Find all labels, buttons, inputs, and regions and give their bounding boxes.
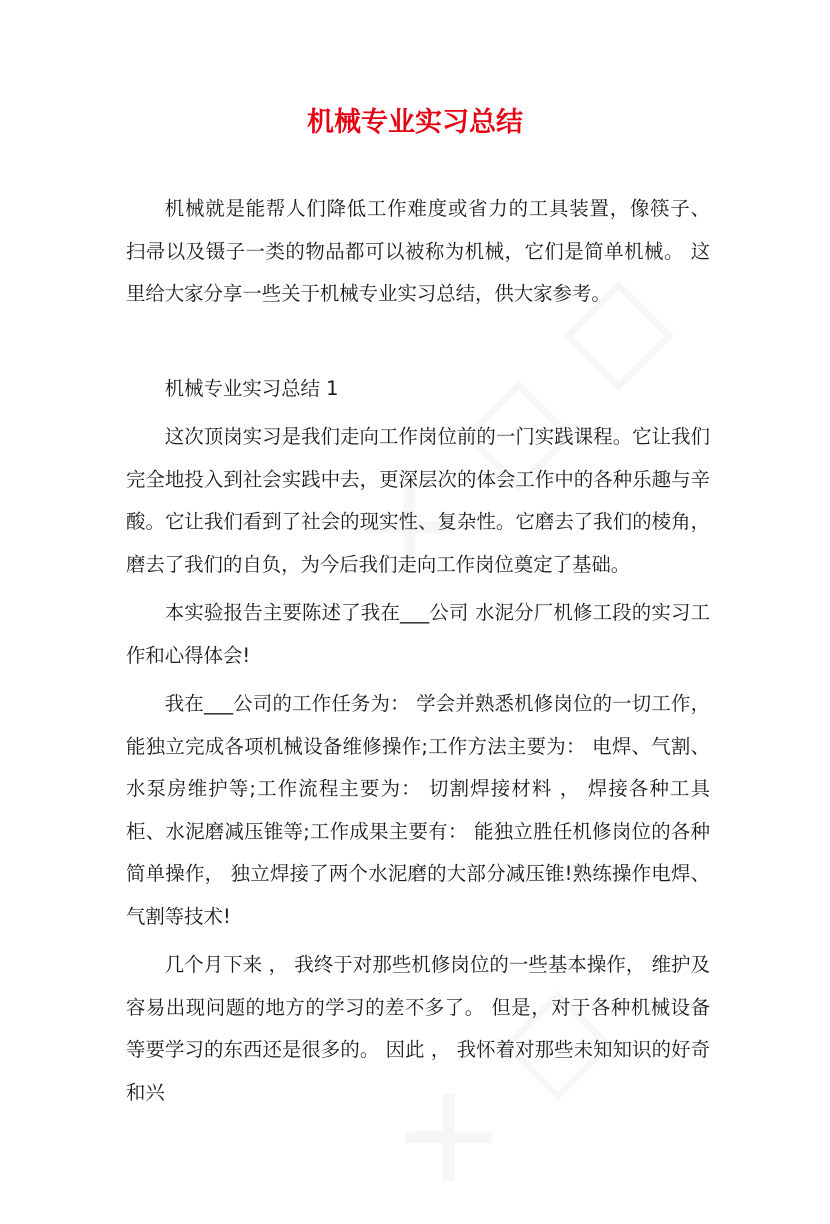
body-paragraph: 几个月下来 ， 我终于对那些机修岗位的一些基本操作， 维护及容易出现问题的地方的学习的差不多了。 但是，对于各种机械设备等要学习的东西还是很多的。 因此 ， 我怀着对那些未知知识的好奇和兴 [126, 953, 710, 1104]
intro-paragraph: 机械就是能帮人们降低工作难度或省力的工具装置，像筷子、 扫帚以及镊子一类的物品都可以被称为机械，它们是简单机械。 这里给大家分享一些关于机械专业实习总结，供大家参考。 [126, 197, 710, 305]
section-heading: 机械专业实习总结 1 [164, 376, 339, 400]
document-title: 机械专业实习总结 [307, 107, 523, 138]
body-paragraph: 这次顶岗实习是我们走向工作岗位前的一门实践课程。它让我们完全地投入到社会实践中去，更深层次的体会工作中的各种乐趣与辛酸。它让我们看到了社会的现实性、复杂性。它磨去了我们的棱角，磨去了我们的自负，为今后我们走向工作岗位奠定了基础。 [126, 425, 710, 576]
body-paragraph: 我在___公司的工作任务为： 学会并熟悉机修岗位的一切工作，能独立完成各项机械设备维修操作;工作方法主要为： 电焊、气割、水泵房维护等;工作流程主要为： 切割焊接材料 ， 焊接各种工具柜、水泥磨减压锥等;工作成果主要有： 能独立胜任机修岗位的各种简单操作， 独立焊接了两个水泥磨的大部分减压锥!熟练操作电焊、气割等技术! [126, 692, 710, 928]
document-body [126, 188, 710, 1114]
body-paragraph: 本实验报告主要陈述了我在___公司 水泥分厂机修工段的实习工作和心得体会! [126, 601, 710, 667]
